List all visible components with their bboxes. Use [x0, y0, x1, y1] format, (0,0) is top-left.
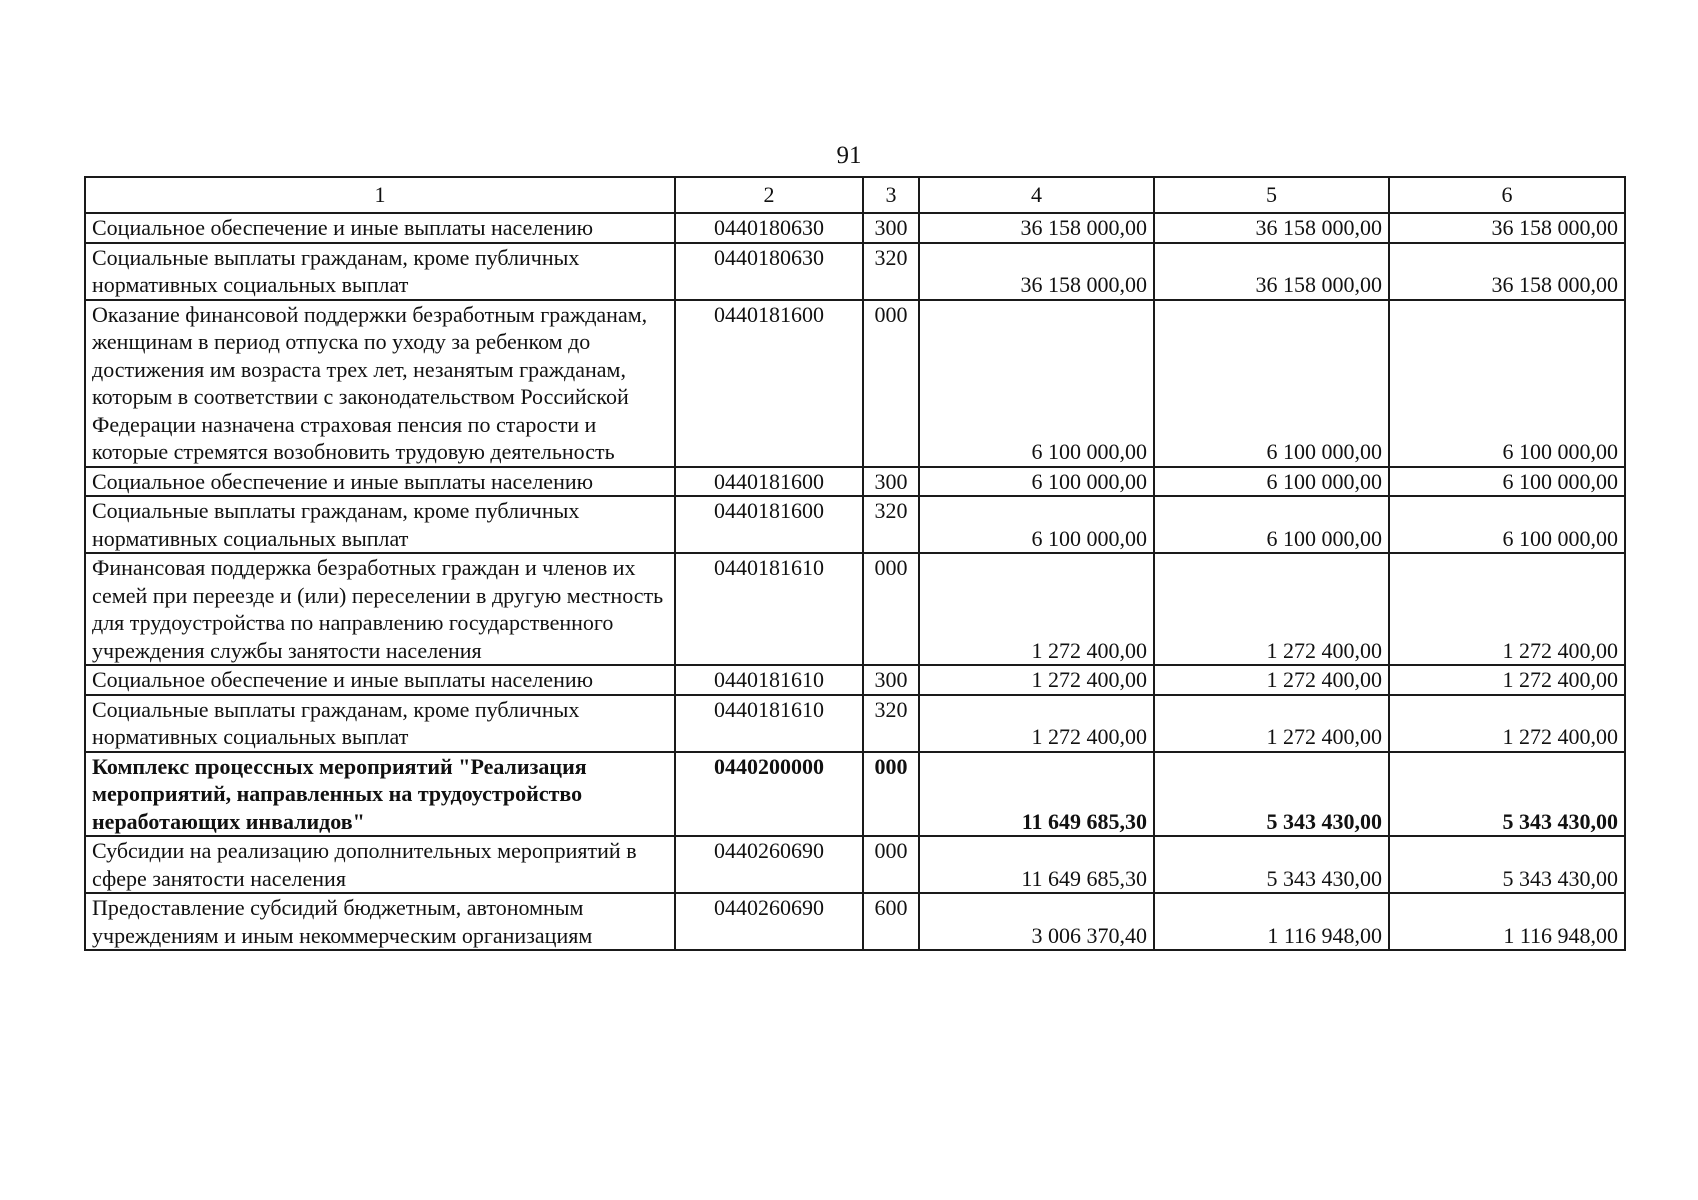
amount-col5-cell: 6 100 000,00	[1154, 496, 1389, 553]
target-code-cell: 0440181610	[675, 665, 863, 695]
expense-type-cell: 300	[863, 467, 919, 497]
target-code-cell: 0440260690	[675, 836, 863, 893]
amount-col5-cell: 6 100 000,00	[1154, 467, 1389, 497]
amount-col6-cell: 6 100 000,00	[1389, 496, 1625, 553]
target-code-cell: 0440181600	[675, 496, 863, 553]
amount-col6-cell: 5 343 430,00	[1389, 752, 1625, 837]
target-code-cell: 0440180630	[675, 243, 863, 300]
column-header-3: 3	[863, 177, 919, 213]
table-row	[85, 467, 1625, 497]
amount-col5-cell: 36 158 000,00	[1154, 243, 1389, 300]
target-code-cell: 0440181610	[675, 553, 863, 665]
amount-col6-cell: 1 272 400,00	[1389, 553, 1625, 665]
amount-col4-cell: 6 100 000,00	[919, 300, 1154, 467]
target-code-cell: 0440200000	[675, 752, 863, 837]
row-name-cell: Социальное обеспечение и иные выплаты населению	[85, 213, 675, 243]
amount-col4-cell: 36 158 000,00	[919, 243, 1154, 300]
amount-col6-cell: 36 158 000,00	[1389, 243, 1625, 300]
amount-col4-cell: 3 006 370,40	[919, 893, 1154, 950]
column-header-2: 2	[675, 177, 863, 213]
expense-type-cell: 300	[863, 665, 919, 695]
table-row	[85, 496, 1625, 553]
row-name-cell: Социальные выплаты гражданам, кроме публичных нормативных социальных выплат	[85, 243, 675, 300]
table-row	[85, 300, 1625, 467]
target-code-cell: 0440181600	[675, 467, 863, 497]
expense-type-cell: 300	[863, 213, 919, 243]
target-code-cell: 0440180630	[675, 213, 863, 243]
amount-col4-cell: 6 100 000,00	[919, 496, 1154, 553]
table-row	[85, 893, 1625, 950]
table-row	[85, 695, 1625, 752]
amount-col6-cell: 1 272 400,00	[1389, 695, 1625, 752]
amount-col5-cell: 1 272 400,00	[1154, 665, 1389, 695]
expense-type-cell: 320	[863, 695, 919, 752]
amount-col5-cell: 36 158 000,00	[1154, 213, 1389, 243]
expense-type-cell: 000	[863, 553, 919, 665]
target-code-cell: 0440260690	[675, 893, 863, 950]
amount-col5-cell: 5 343 430,00	[1154, 836, 1389, 893]
amount-col5-cell: 5 343 430,00	[1154, 752, 1389, 837]
expense-type-cell: 320	[863, 496, 919, 553]
amount-col4-cell: 11 649 685,30	[919, 752, 1154, 837]
table-row	[85, 553, 1625, 665]
page-number: 91	[836, 142, 862, 169]
amount-col6-cell: 6 100 000,00	[1389, 467, 1625, 497]
table-row	[85, 752, 1625, 837]
table-row	[85, 243, 1625, 300]
row-name-cell: Предоставление субсидий бюджетным, автономным учреждениям и иным некоммерческим организациям	[85, 893, 675, 950]
table-header-row	[85, 177, 1625, 213]
amount-col4-cell: 1 272 400,00	[919, 553, 1154, 665]
target-code-cell: 0440181610	[675, 695, 863, 752]
row-name-cell: Субсидии на реализацию дополнительных мероприятий в сфере занятости населения	[85, 836, 675, 893]
row-name-cell: Социальное обеспечение и иные выплаты населению	[85, 467, 675, 497]
amount-col6-cell: 6 100 000,00	[1389, 300, 1625, 467]
expense-type-cell: 000	[863, 836, 919, 893]
amount-col4-cell: 11 649 685,30	[919, 836, 1154, 893]
amount-col6-cell: 36 158 000,00	[1389, 213, 1625, 243]
row-name-cell: Социальное обеспечение и иные выплаты населению	[85, 665, 675, 695]
column-header-1: 1	[85, 177, 675, 213]
table-row	[85, 213, 1625, 243]
amount-col6-cell: 1 272 400,00	[1389, 665, 1625, 695]
amount-col4-cell: 1 272 400,00	[919, 665, 1154, 695]
column-header-4: 4	[919, 177, 1154, 213]
row-name-cell: Социальные выплаты гражданам, кроме публичных нормативных социальных выплат	[85, 496, 675, 553]
expense-type-cell: 600	[863, 893, 919, 950]
table-row	[85, 836, 1625, 893]
amount-col4-cell: 36 158 000,00	[919, 213, 1154, 243]
amount-col5-cell: 1 272 400,00	[1154, 553, 1389, 665]
row-name-cell: Социальные выплаты гражданам, кроме публичных нормативных социальных выплат	[85, 695, 675, 752]
row-name-cell: Комплекс процессных мероприятий "Реализация мероприятий, направленных на трудоустройство неработающих инвалидов"	[85, 752, 675, 837]
target-code-cell: 0440181600	[675, 300, 863, 467]
amount-col4-cell: 1 272 400,00	[919, 695, 1154, 752]
amount-col5-cell: 6 100 000,00	[1154, 300, 1389, 467]
row-name-cell: Оказание финансовой поддержки безработным гражданам, женщинам в период отпуска по уходу за ребенком до достижения им возраста трех лет, незанятым гражданам, которым в соответствии с законодательством Российской Федерации назначена страховая пенсия по старости и которые стремятся возобновить трудовую деятельность	[85, 300, 675, 467]
row-name-cell: Финансовая поддержка безработных граждан и членов их семей при переезде и (или) переселении в другую местность для трудоустройства по направлению государственного учреждения службы занятости населения	[85, 553, 675, 665]
column-header-5: 5	[1154, 177, 1389, 213]
amount-col6-cell: 1 116 948,00	[1389, 893, 1625, 950]
table-row	[85, 665, 1625, 695]
amount-col5-cell: 1 272 400,00	[1154, 695, 1389, 752]
expense-type-cell: 000	[863, 300, 919, 467]
column-header-6: 6	[1389, 177, 1625, 213]
expense-type-cell: 000	[863, 752, 919, 837]
amount-col5-cell: 1 116 948,00	[1154, 893, 1389, 950]
amount-col6-cell: 5 343 430,00	[1389, 836, 1625, 893]
budget-table	[84, 176, 1626, 951]
amount-col4-cell: 6 100 000,00	[919, 467, 1154, 497]
expense-type-cell: 320	[863, 243, 919, 300]
